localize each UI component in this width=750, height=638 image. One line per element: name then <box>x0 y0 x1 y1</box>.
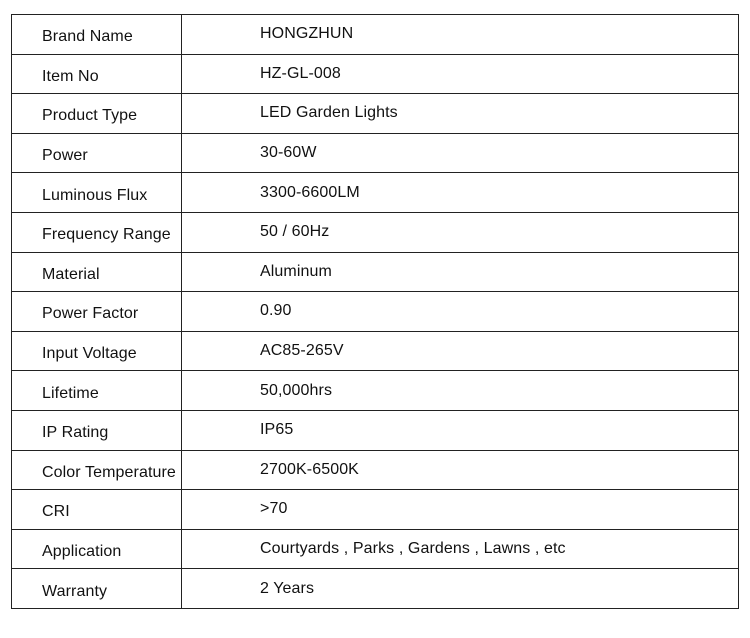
spec-value: 3300-6600LM <box>182 173 739 213</box>
spec-label: Frequency Range <box>12 212 182 252</box>
spec-label: Warranty <box>12 569 182 609</box>
spec-label: Input Voltage <box>12 331 182 371</box>
spec-label: Power Factor <box>12 292 182 332</box>
spec-value: 2700K-6500K <box>182 450 739 490</box>
table-row <box>12 490 739 530</box>
table-row <box>12 331 739 371</box>
spec-label: Item No <box>12 54 182 94</box>
spec-value: 50,000hrs <box>182 371 739 411</box>
spec-label: CRI <box>12 490 182 530</box>
table-row <box>12 569 739 609</box>
table-row <box>12 94 739 134</box>
table-row <box>12 292 739 332</box>
table-row <box>12 450 739 490</box>
spec-value: Courtyards , Parks , Gardens , Lawns , etc <box>182 529 739 569</box>
spec-value: HZ-GL-008 <box>182 54 739 94</box>
spec-value: HONGZHUN <box>182 15 739 55</box>
spec-label: Lifetime <box>12 371 182 411</box>
table-row <box>12 252 739 292</box>
table-row <box>12 15 739 55</box>
table-row <box>12 410 739 450</box>
spec-value: >70 <box>182 490 739 530</box>
spec-label: Application <box>12 529 182 569</box>
spec-label: Brand Name <box>12 15 182 55</box>
table-row <box>12 212 739 252</box>
spec-label: IP Rating <box>12 410 182 450</box>
spec-value: 2 Years <box>182 569 739 609</box>
spec-label: Product Type <box>12 94 182 134</box>
table-row <box>12 529 739 569</box>
spec-label: Color Temperature <box>12 450 182 490</box>
table-row <box>12 133 739 173</box>
spec-value: 0.90 <box>182 292 739 332</box>
table-row <box>12 173 739 213</box>
table-row <box>12 54 739 94</box>
spec-value: 50 / 60Hz <box>182 212 739 252</box>
table-row <box>12 371 739 411</box>
spec-table <box>11 14 739 609</box>
spec-label: Power <box>12 133 182 173</box>
spec-value: IP65 <box>182 410 739 450</box>
spec-value: Aluminum <box>182 252 739 292</box>
spec-label: Luminous Flux <box>12 173 182 213</box>
spec-value: LED Garden Lights <box>182 94 739 134</box>
spec-value: 30-60W <box>182 133 739 173</box>
spec-value: AC85-265V <box>182 331 739 371</box>
spec-label: Material <box>12 252 182 292</box>
